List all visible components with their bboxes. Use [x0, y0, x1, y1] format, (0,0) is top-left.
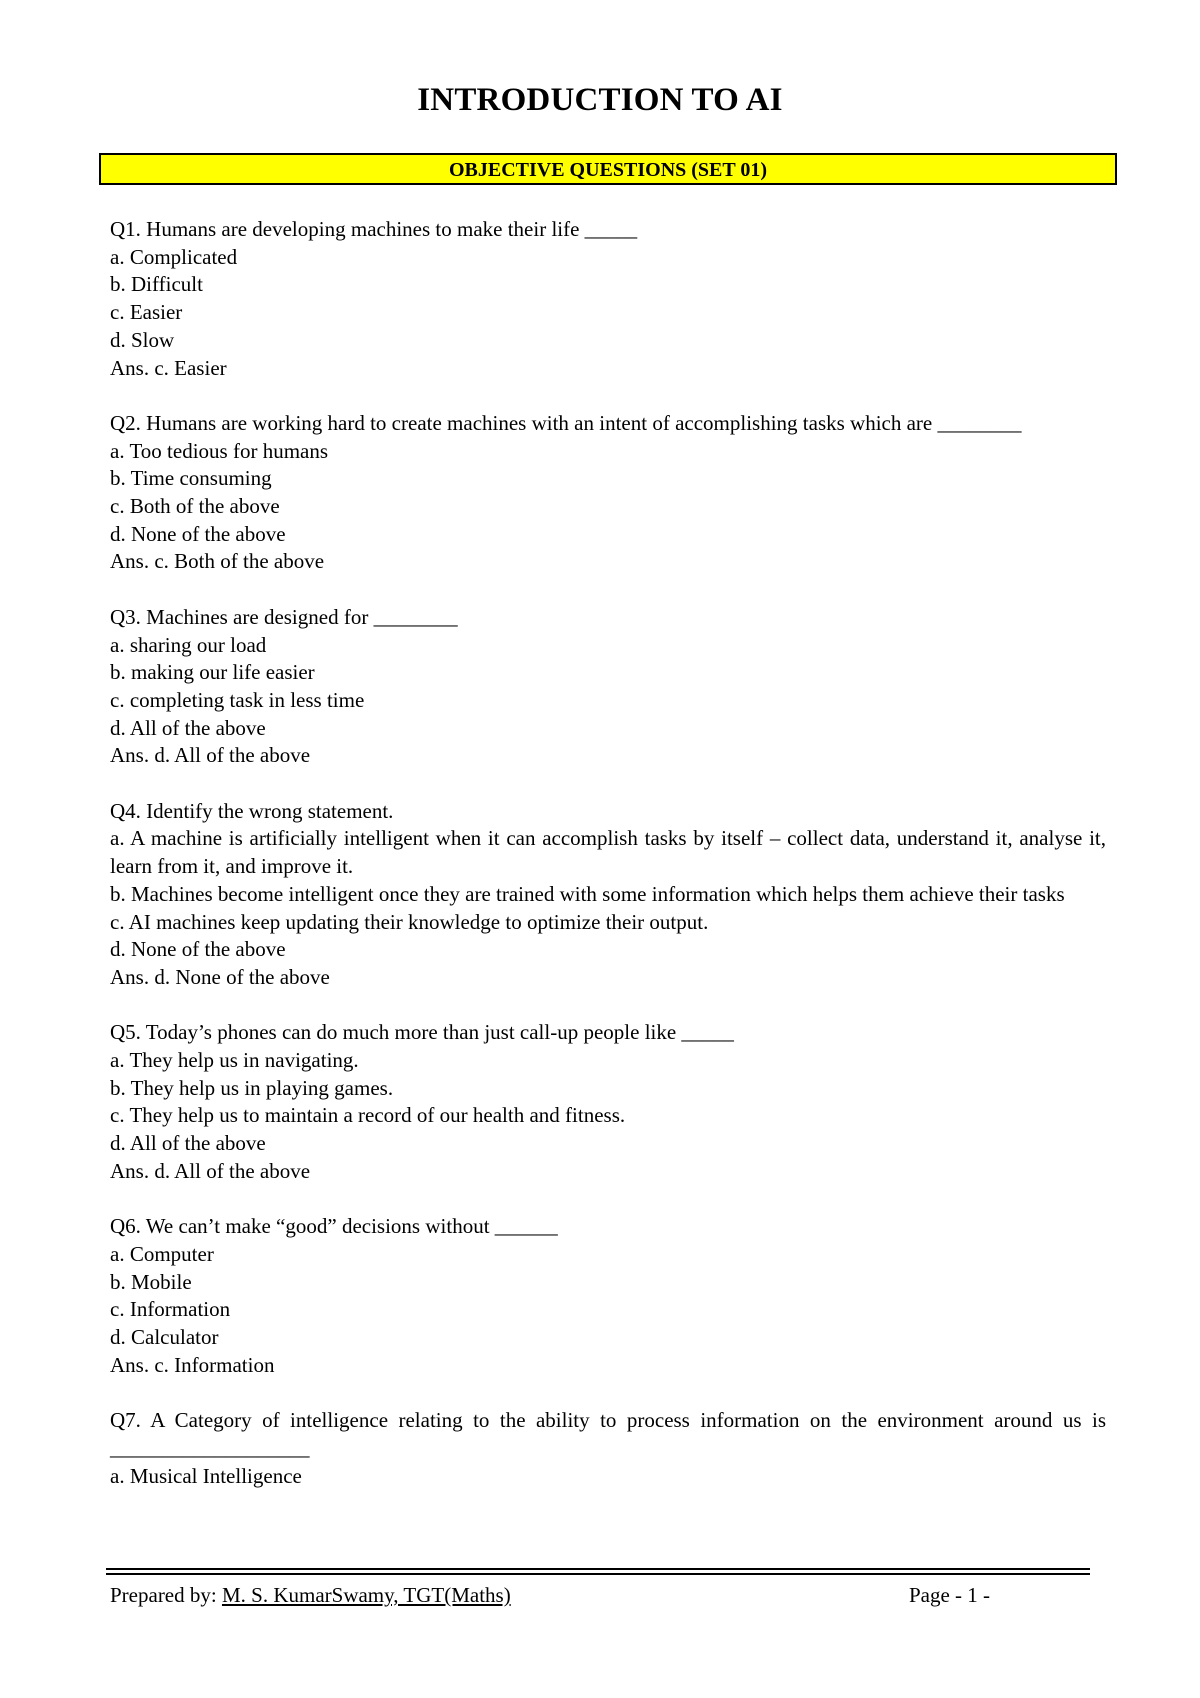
question-text: Q2. Humans are working hard to create machines with an intent of accomplishing tasks which are ________ [110, 410, 1022, 435]
question-block [110, 798, 1106, 992]
page-number: Page - 1 - [908, 1583, 990, 1607]
question-text: Q3. Machines are designed for ________ [110, 604, 458, 629]
question-text: Q5. Today’s phones can do much more than just call-up people like _____ [110, 1020, 734, 1045]
answer-key: Ans. d. All of the above [110, 1158, 311, 1183]
question-block [110, 216, 1106, 382]
answer-option: c. completing task in less time [110, 687, 365, 712]
answer-option: c. AI machines keep updating their knowledge to optimize their output. [110, 909, 709, 934]
answer-key: Ans. d. All of the above [110, 743, 311, 768]
answer-option: c. Both of the above [110, 494, 280, 519]
answer-key: Ans. c. Information [110, 1352, 275, 1377]
answer-option: b. Machines become intelligent once they are trained with some information which helps them achieve their tasks [110, 881, 1065, 906]
question-text: Q7. A Category of intelligence relating to the ability to process information on the environment around us is ___________________ [110, 1408, 1106, 1460]
question-text: Q6. We can’t make “good” decisions without ______ [110, 1214, 558, 1239]
answer-option: b. Difficult [110, 272, 203, 297]
answer-option: a. Complicated [110, 244, 238, 269]
section-banner: OBJECTIVE QUESTIONS (SET 01) [99, 153, 1117, 185]
footer-credit [110, 1582, 511, 1609]
question-list [110, 216, 1106, 1518]
question-block [110, 1213, 1106, 1379]
answer-option: c. They help us to maintain a record of our health and fitness. [110, 1103, 626, 1128]
footer-rule-bottom [106, 1573, 1090, 1575]
answer-option: a. They help us in navigating. [110, 1048, 359, 1073]
question-block [110, 1019, 1106, 1185]
question-text: Q1. Humans are developing machines to make their life _____ [110, 217, 638, 241]
answer-option: b. Time consuming [110, 466, 272, 491]
author-name: M. S. KumarSwamy, TGT(Maths) [221, 1583, 511, 1607]
answer-option: a. Too tedious for humans [110, 438, 329, 463]
answer-option: c. Easier [110, 300, 183, 325]
answer-key: Ans. d. None of the above [110, 964, 330, 989]
footer-rule-top [106, 1568, 1090, 1570]
answer-option: a. Musical Intelligence [110, 1463, 302, 1488]
answer-option: d. All of the above [110, 715, 266, 740]
question-block [110, 604, 1106, 770]
question-text: Q4. Identify the wrong statement. [110, 798, 394, 823]
answer-option: d. All of the above [110, 1131, 266, 1156]
answer-option: c. Information [110, 1297, 231, 1322]
answer-key: Ans. c. Both of the above [110, 549, 325, 574]
answer-option: b. making our life easier [110, 660, 315, 685]
answer-option: a. Computer [110, 1241, 214, 1266]
prepared-by-label: Prepared by: [110, 1583, 222, 1607]
answer-option: d. None of the above [110, 521, 286, 546]
answer-option: b. They help us in playing games. [110, 1075, 394, 1100]
answer-option: d. Slow [110, 327, 175, 352]
question-block [110, 1407, 1106, 1490]
answer-option: a. A machine is artificially intelligent when it can accomplish tasks by itself – collect data, understand it, analyse it, learn from it, and improve it. [110, 826, 1106, 879]
answer-option: d. None of the above [110, 937, 286, 962]
answer-key: Ans. c. Easier [110, 355, 227, 380]
answer-option: a. sharing our load [110, 632, 267, 657]
answer-option: b. Mobile [110, 1269, 192, 1294]
answer-option: d. Calculator [110, 1325, 219, 1350]
question-block [110, 410, 1106, 576]
document-title: INTRODUCTION TO AI [417, 82, 783, 118]
